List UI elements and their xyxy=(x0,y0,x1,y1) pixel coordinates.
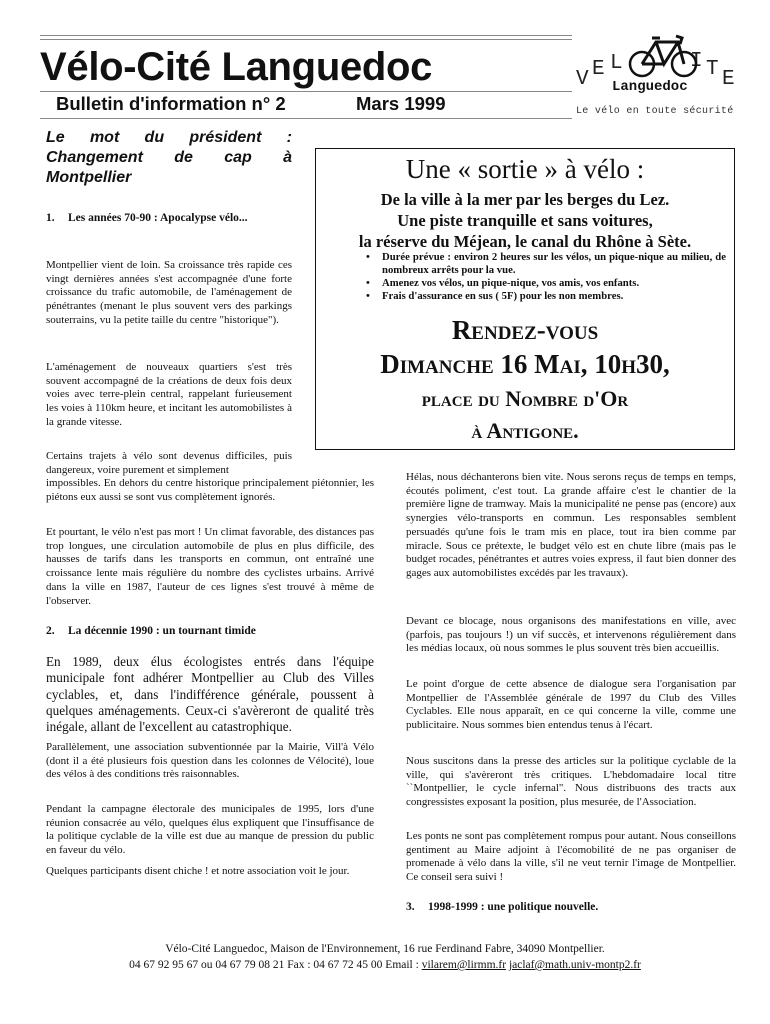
logo-wordmark: Languedoc xyxy=(612,79,688,95)
footer-contact xyxy=(0,958,770,973)
logo-tagline: Le vélo en toute sécurité xyxy=(576,106,734,117)
paragraph: Nous suscitons dans la presse des articles sur la politique cyclable de la ville, qui s'avèreront très critiques. L'hebdomadaire local titre ``Montpellier, le cycle infernal". Nous distribuons des tracts aux congressistes exposant la position, plus mesurée, de l'Association. xyxy=(406,755,736,809)
announcement-line: Une piste tranquille et sans voitures, xyxy=(397,211,653,230)
president-heading: Le mot du président : Changement de cap à Montpellier xyxy=(46,129,292,186)
logo-letter-v: V xyxy=(576,68,589,91)
rendezvous-place-2: à Antigone. xyxy=(471,418,579,443)
paragraph: En 1989, deux élus écologistes entrés dans l'équipe municipale font adhérer Montpellier au Club des Villes cyclables, et, dans l'indifférence générale, poussent à quelques aménagements. Ceux-ci s'avèreront de qualité très inégale, allant de l'excellent au catastrophique. xyxy=(46,654,374,735)
paragraph: Devant ce blocage, nous organisons des manifestations en ville, avec (parfois, pas toujours !) un vif succès, et intervenons régulièrement dans les médias locaux, où nous sommes le plus souvent très bien accueillis. xyxy=(406,615,736,655)
list-item: • Durée prévue : environ 2 heures sur les vélos, un pique-nique au milieu, de nombreux arrêts pour la vue. xyxy=(366,251,726,277)
announcement-title: Une « sortie » à vélo : xyxy=(405,154,645,184)
paragraph: Hélas, nous déchanterons bien vite. Nous serons reçus de temps en temps, écoutés poliment, c'est tout. La grande affaire c'est le chantier de la première ligne de tramway. Mais la municipalité ne pense pas (encore) aux synergies vélo-transports en commun. Les responsables semblent persuadés qu'une fois le tram mis en place, tout ira bien comme par miracle. Sous ce prétexte, le budget vélo est en chute libre (mais pas le budget rocades, pénétrantes et autres voies express, il faut bien donner des gages aux automobilistes excédés par les travaux). xyxy=(406,471,736,579)
section-heading-3 xyxy=(406,900,736,915)
section-title: La décennie 1990 : un tournant timide xyxy=(68,625,256,637)
newsletter-title: Vélo-Cité Languedoc xyxy=(40,45,433,89)
section-number: 1. xyxy=(46,212,55,224)
announcement-line: De la ville à la mer par les berges du Lez. xyxy=(380,190,670,209)
paragraph: L'aménagement de nouveaux quartiers s'est très souvent accompagné de la créations de deux fois deux voies avec terre-plein central, rappelant furieusement les voies à 110km heure, et incitant les automobilistes à la grande vitesse. xyxy=(46,361,292,428)
rendezvous-date: Dimanche 16 Mai, 10h30, xyxy=(380,349,670,379)
paragraph: Et pourtant, le vélo n'est pas mort ! Un climat favorable, des distances pas trop longues, une circulation automobile de plus en plus difficile, des hausses de tarifs dans les transports en commun, ont entraîné une croissance lente mais régulière du nombre des cyclistes urbains. Arrivé dans la ville en 1987, l'auteur de ces lignes s'est trouvé à même de l'observer. xyxy=(46,526,374,607)
logo-letter-e2: E xyxy=(722,68,735,91)
rendezvous-place: place du Nombre d'Or xyxy=(421,386,629,411)
rendezvous-heading: Rendez-vous xyxy=(451,315,599,345)
bicycle-icon xyxy=(628,32,698,80)
paragraph: Montpellier vient de loin. Sa croissance très rapide ces vingt dernières années s'est accompagnée d'une forte croissance du trafic automobile, de l'aménagement de pénétrantes (menant le plus souvent vers des parkings souterrains, vu la petite taille du centre "historique"). xyxy=(46,259,292,326)
logo-letter-e: E xyxy=(592,58,605,81)
paragraph: Le point d'orgue de cette absence de dialogue sera l'organisation par Montpellier de l'Assemblée générale de 1997 du Club des Villes Cyclables. Elle nous apparaît, en ce qui concerne la ville, comme une publicitaire. Nous sommes bien entendus tenus à l'écart. xyxy=(406,678,736,732)
section-title: Les années 70-90 : Apocalypse vélo... xyxy=(68,212,248,224)
email-link[interactable]: jaclaf@math.univ-montp2.fr xyxy=(508,959,641,971)
issue-label: Bulletin d'information n° 2 xyxy=(56,93,286,114)
footer-address: Vélo-Cité Languedoc, Maison de l'Environnement, 16 rue Ferdinand Fabre, 34090 Montpellier. xyxy=(165,943,605,955)
header-top-rule-2 xyxy=(40,39,572,40)
list-item: • Amenez vos vélos, un pique-nique, vos amis, vos enfants. xyxy=(366,277,726,290)
newsletter-subtitle xyxy=(56,93,576,115)
paragraph: Pendant la campagne électorale des municipales de 1995, lors d'une réunion consacrée au vélo, quelques élus expliquent que l'insuffisance de la politique cyclable de la ville est due au manque de pression du public en faveur du vélo. xyxy=(46,803,374,857)
association-logo xyxy=(574,32,744,122)
announcement-bullets xyxy=(366,251,726,303)
section-heading-1 xyxy=(46,211,292,226)
section-number: 2. xyxy=(46,625,55,637)
header-bottom-rule xyxy=(40,118,572,119)
section-title: 1998-1999 : une politique nouvelle. xyxy=(428,901,599,913)
header-mid-rule xyxy=(40,91,572,92)
paragraph: Quelques participants disent chiche ! et notre association voit le jour. xyxy=(46,865,350,877)
logo-letter-t: T xyxy=(706,58,719,81)
logo-letter-l: L xyxy=(610,52,623,75)
paragraph: Les ponts ne sont pas complètement rompus pour autant. Nous conseillons gentiment au Maire adjoint à l'écomobilité de ne pas organiser de promenade à vélo dans la ville, s'il ne veut ternir l'image de Montpellier. Ce conseil sera suivi ! xyxy=(406,830,736,884)
list-item: • Frais d'assurance en sus ( 5F) pour les non membres. xyxy=(366,290,726,303)
paragraph: Parallèlement, une association subventionnée par la Mairie, Vill'à Vélo (dont il a été plusieurs fois question dans les colonnes de Vélocité), loue des vélos à des conditions très raisonnables. xyxy=(46,741,374,781)
footer-phones: 04 67 92 95 67 ou 04 67 79 08 21 Fax : 04 67 72 45 00 Email : xyxy=(129,959,419,971)
paragraph: impossibles. En dehors du centre historique principalement piétonnier, les piétons eux aussi se sont vus complètement ignorés. xyxy=(46,477,374,503)
section-heading-2 xyxy=(46,624,374,639)
email-link[interactable]: vilarem@lirmm.fr xyxy=(421,959,507,971)
header-top-rule xyxy=(40,35,572,36)
section-number: 3. xyxy=(406,901,415,913)
announcement-line: la réserve du Méjean, le canal du Rhône à Sète. xyxy=(358,232,692,251)
paragraph: Certains trajets à vélo sont devenus difficiles, puis dangereux, voire purement et simplement xyxy=(46,450,292,476)
issue-date: Mars 1999 xyxy=(356,93,446,114)
ride-announcement-box xyxy=(315,148,735,450)
logo-letter-i: I xyxy=(690,50,703,73)
